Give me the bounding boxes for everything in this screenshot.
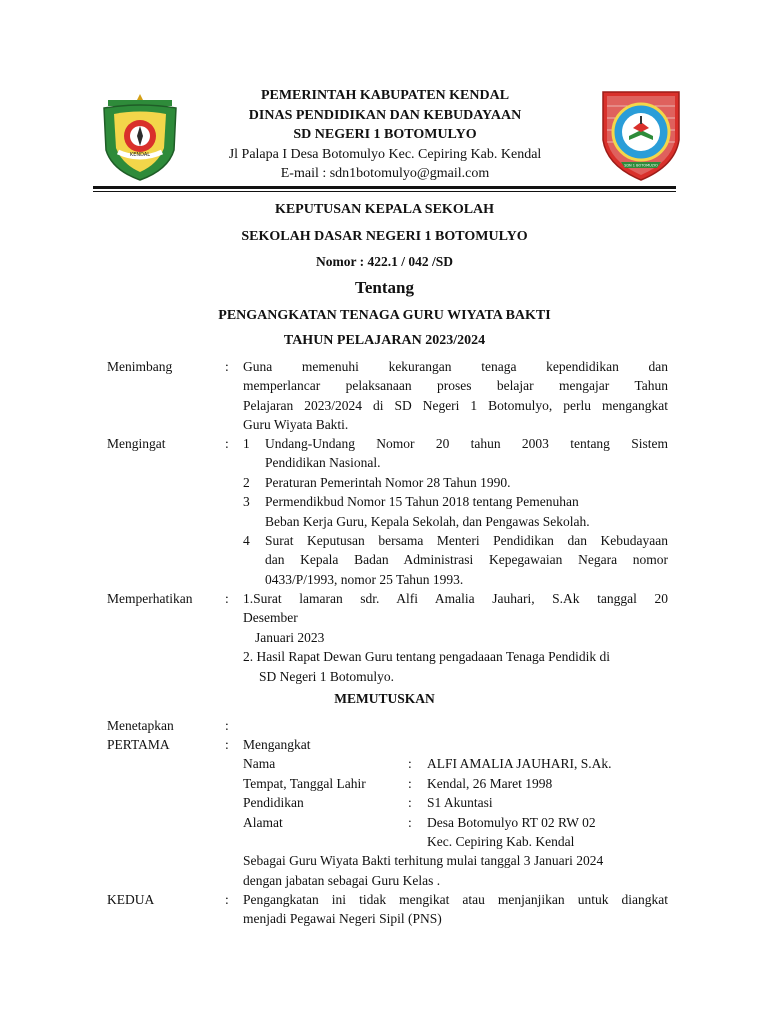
item-line: Beban Kerja Guru, Kepala Sekolah, dan Pengawas Sekolah.: [265, 513, 590, 529]
menimbang-line: Pelajaran 2023/2024 di SD Negeri 1 Botomulyo, perlu mengangkat: [243, 397, 668, 413]
menimbang-label: Menimbang: [107, 359, 173, 374]
menimbang-line: Guru Wiyata Bakti.: [243, 417, 349, 433]
field-row-ttl: [243, 774, 668, 793]
item-line: dan Kepala Badan Administrasi Kepegawaian Negara nomor: [265, 552, 668, 568]
pertama-closing: Sebagai Guru Wiyata Bakti terhitung mulai tanggal 3 Januari 2024: [243, 853, 604, 869]
pertama-text: [243, 735, 668, 890]
field-colon: :: [408, 756, 412, 772]
menimbang-text: [243, 357, 668, 435]
field-colon: :: [408, 814, 412, 830]
school-logo-text: SDN 1 BOTOMULYO: [624, 163, 658, 168]
decree-school: SEKOLAH DASAR NEGERI 1 BOTOMULYO: [241, 229, 528, 244]
field-key: Pendidikan: [243, 795, 304, 811]
mengingat-colon: :: [225, 436, 229, 451]
item-line: 0433/P/1993, nomor 25 Tahun 1993.: [265, 571, 464, 587]
letterhead-government: PEMERINTAH KABUPATEN KENDAL: [260, 88, 510, 103]
field-row-alamat: [243, 813, 668, 832]
memperhatikan-line: Januari 2023: [255, 629, 325, 645]
field-key: Tempat, Tanggal Lahir: [243, 775, 366, 791]
kendal-logo-text: KENDAL: [129, 152, 151, 158]
field-value: Kendal, 26 Maret 1998: [427, 775, 553, 791]
letterhead: [200, 86, 570, 184]
memperhatikan-label: Memperhatikan: [107, 591, 193, 606]
pertama-label: PERTAMA: [107, 737, 170, 752]
letterhead-school: SD NEGERI 1 BOTOMULYO: [293, 127, 477, 142]
pertama-intro: Mengangkat: [243, 737, 311, 752]
decree-subject: PENGANGKATAN TENAGA GURU WIYATA BAKTI: [218, 308, 551, 323]
mengingat-list: [243, 434, 668, 589]
letterhead-email: E-mail : sdn1botomulyo@gmail.com: [280, 166, 490, 181]
letterhead-rule-thick: [93, 186, 676, 189]
decree-title: KEPUTUSAN KEPALA SEKOLAH: [274, 202, 495, 217]
field-row-pendidikan: [243, 793, 668, 812]
field-colon: :: [408, 795, 412, 811]
memperhatikan-colon: :: [225, 591, 229, 606]
memutuskan-heading: MEMUTUSKAN: [334, 691, 435, 706]
letterhead-department: DINAS PENDIDIKAN DAN KEBUDAYAAN: [248, 107, 522, 123]
field-row-nama: [243, 754, 668, 773]
memperhatikan-line: SD Negeri 1 Botomulyo.: [259, 668, 394, 684]
kedua-line: menjadi Pegawai Negeri Sipil (PNS): [243, 911, 442, 927]
field-colon: :: [408, 775, 412, 791]
mengingat-item: [243, 473, 668, 492]
field-key: Alamat: [243, 814, 283, 830]
mengingat-label: Mengingat: [107, 436, 166, 451]
field-value: S1 Akuntasi: [427, 795, 493, 811]
kedua-line: Pengangkatan ini tidak mengikat atau menjanjikan untuk diangkat: [243, 892, 668, 907]
field-value: ALFI AMALIA JAUHARI, S.Ak.: [427, 756, 612, 772]
menimbang-colon: :: [225, 359, 229, 374]
mengingat-item: [243, 531, 668, 589]
field-key: Nama: [243, 756, 276, 772]
letterhead-address: Jl Palapa I Desa Botomulyo Kec. Cepiring Kab. Kendal: [228, 146, 542, 162]
memperhatikan-text: [243, 589, 668, 686]
kedua-text: [243, 890, 668, 929]
mengingat-item: [243, 434, 668, 473]
mengingat-item: [243, 492, 668, 531]
item-line: Permendikbud Nomor 15 Tahun 2018 tentang Pemenuhan: [265, 494, 579, 510]
field-value: Desa Botomulyo RT 02 RW 02: [427, 814, 596, 830]
item-line: Undang-Undang Nomor 20 tahun 2003 tentang Sistem: [265, 436, 668, 451]
item-line: Peraturan Pemerintah Nomor 28 Tahun 1990.: [265, 474, 511, 490]
menimbang-line: Guna memenuhi kekurangan tenaga kependidikan dan: [243, 359, 668, 374]
memperhatikan-line: 2. Hasil Rapat Dewan Guru tentang pengadaaan Tenaga Pendidik di: [243, 649, 610, 665]
memperhatikan-line: 1.Surat lamaran sdr. Alfi Amalia Jauhari, S.Ak tanggal 20: [243, 591, 668, 606]
letterhead-rule-thin: [93, 191, 676, 192]
memperhatikan-line: Desember: [243, 610, 298, 626]
kedua-colon: :: [225, 892, 229, 907]
field-row-alamat-cont: [243, 832, 668, 851]
decree-number: Nomor : 422.1 / 042 /SD: [316, 254, 453, 269]
pertama-closing: dengan jabatan sebagai Guru Kelas .: [243, 872, 441, 888]
item-line: Surat Keputusan bersama Menteri Pendidikan dan Kebudayaan: [265, 533, 668, 549]
menetapkan-label: Menetapkan: [107, 718, 174, 733]
decree-tentang: Tentang: [355, 278, 414, 297]
item-number: 2: [243, 474, 250, 490]
kendal-regency-logo: [98, 92, 182, 182]
pertama-colon: :: [225, 737, 229, 752]
field-value: Kec. Cepiring Kab. Kendal: [427, 833, 575, 849]
menetapkan-colon: :: [225, 718, 229, 733]
item-line: Pendidikan Nasional.: [265, 455, 381, 471]
item-number: 3: [243, 494, 250, 510]
school-logo: [597, 86, 685, 182]
decree-year: TAHUN PELAJARAN 2023/2024: [283, 333, 486, 348]
kedua-label: KEDUA: [107, 892, 155, 907]
menimbang-line: memperlancar pelaksanaan proses belajar mengajar Tahun: [243, 378, 668, 394]
item-number: 4: [243, 533, 250, 549]
item-number: 1: [243, 436, 250, 451]
